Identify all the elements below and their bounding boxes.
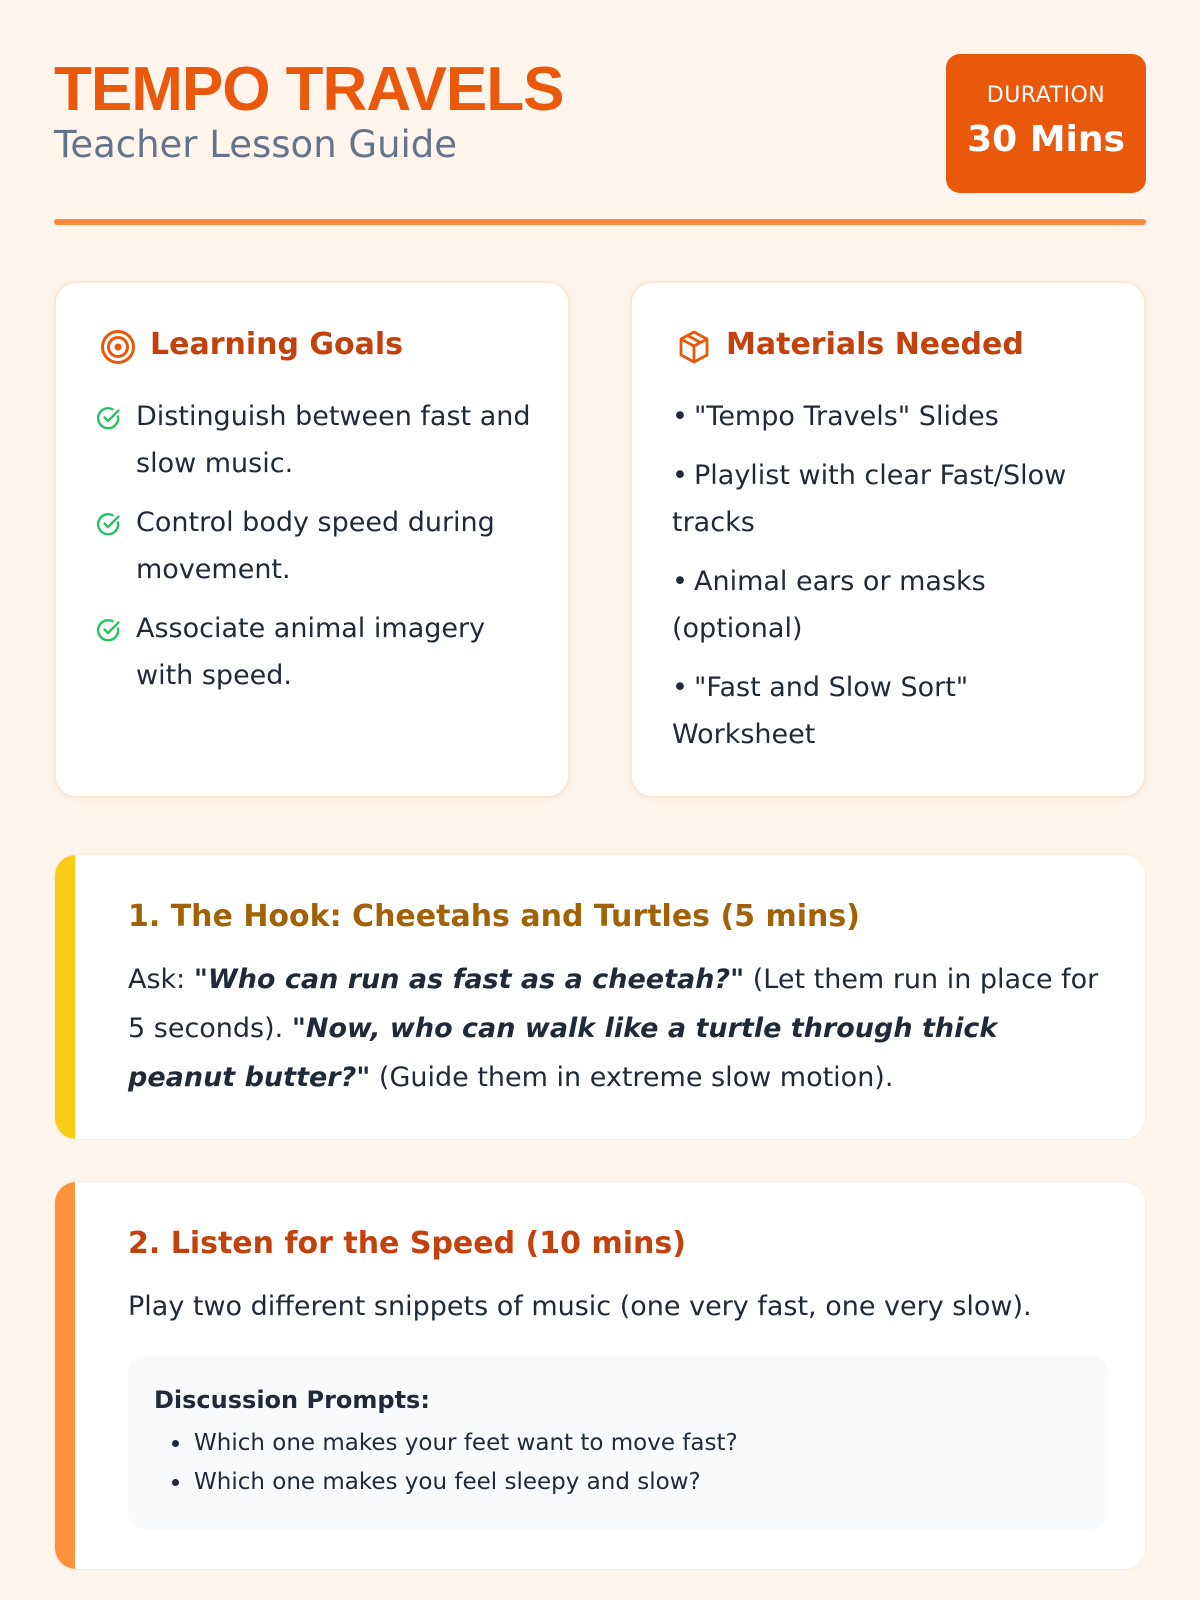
materials-needed-card (630, 281, 1146, 798)
box-icon (676, 329, 712, 365)
ask-label: Ask: (128, 964, 194, 995)
list-item (96, 393, 548, 487)
duration-badge (946, 54, 1146, 193)
step-text: (Let them run in place for 5 seconds). (128, 964, 1099, 1044)
list-item: • Which one makes your feet want to move fast? (192, 1424, 738, 1463)
bullet: • (672, 566, 688, 597)
bullet: • (672, 401, 688, 432)
list-item (672, 664, 1114, 758)
bullet: • (672, 672, 688, 703)
step-content (75, 1182, 1145, 1569)
learning-goals-card (54, 281, 570, 798)
check-circle-icon (96, 511, 122, 537)
target-icon (100, 329, 136, 365)
step-body: Play two different snippets of music (one very fast, one very slow). (128, 1291, 1032, 1322)
materials-list (672, 393, 1114, 770)
step-title: 1. The Hook: Cheetahs and Turtles (5 mins) (128, 899, 860, 934)
list-item (96, 605, 548, 699)
discussion-prompts-title: Discussion Prompts: (154, 1386, 430, 1414)
list-item (672, 558, 1114, 652)
material-text: "Tempo Travels" Slides (694, 401, 999, 432)
header-divider (54, 219, 1146, 225)
material-text: "Fast and Slow Sort" Worksheet (672, 672, 969, 750)
check-circle-icon (96, 617, 122, 643)
goal-text: Associate animal imagery with speed. (136, 613, 486, 691)
bullet: • (672, 460, 688, 491)
goal-text: Distinguish between fast and slow music. (136, 401, 531, 479)
materials-needed-title: Materials Needed (726, 327, 1024, 362)
step-title: 2. Listen for the Speed (10 mins) (128, 1226, 686, 1261)
list-item (672, 393, 1114, 440)
material-text: Playlist with clear Fast/Slow tracks (672, 460, 1067, 538)
list-item (96, 499, 548, 593)
quote-turtle: "Now, who can walk like a turtle through thick peanut butter?" (128, 1013, 998, 1093)
learning-goals-title: Learning Goals (150, 327, 404, 362)
learning-goals-list (96, 393, 548, 711)
list-item (672, 452, 1114, 546)
page-subtitle: Teacher Lesson Guide (54, 123, 458, 166)
step-hook-card (54, 854, 1146, 1140)
discussion-prompts-list (192, 1424, 738, 1502)
goal-text: Control body speed during movement. (136, 507, 495, 585)
step-body (128, 955, 1105, 1102)
step-content (75, 855, 1145, 1139)
header (54, 0, 1146, 226)
quote-cheetah: "Who can run as fast as a cheetah?" (193, 964, 745, 995)
overview-cards (54, 281, 1146, 798)
duration-label: DURATION (986, 83, 1106, 108)
step-listen-card (54, 1181, 1146, 1570)
step-text: (Guide them in extreme slow motion). (370, 1062, 894, 1093)
duration-value: 30 Mins (967, 119, 1125, 160)
material-text: Animal ears or masks (optional) (672, 566, 986, 644)
step-accent-bar (55, 1182, 75, 1569)
list-item: • Which one makes you feel sleepy and slow? (192, 1463, 738, 1502)
discussion-prompts-box (128, 1356, 1108, 1529)
check-circle-icon (96, 405, 122, 431)
step-accent-bar (55, 855, 75, 1139)
page-title: TEMPO TRAVELS (54, 55, 564, 124)
